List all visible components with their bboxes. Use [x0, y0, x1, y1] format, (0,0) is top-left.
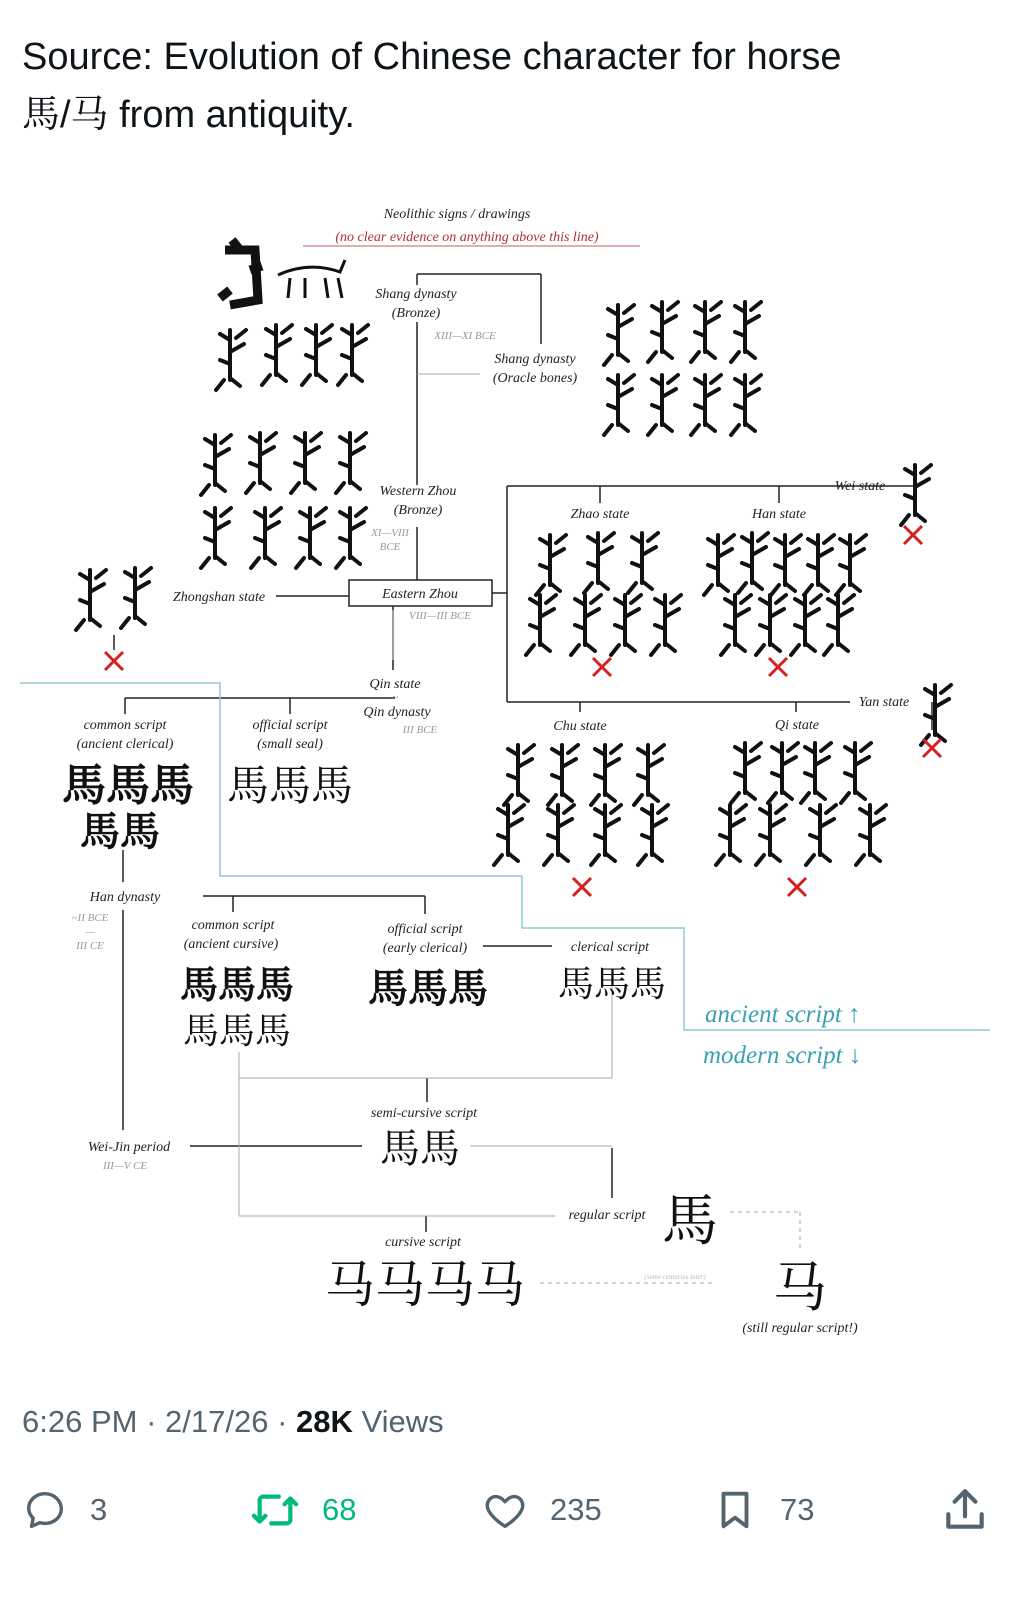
label-western-zhou-1: Western Zhou: [379, 484, 457, 499]
label-qin-1: Qin state: [369, 677, 421, 692]
bookmark-button[interactable]: [712, 1478, 814, 1542]
label-western-zhou-date-2: BCE: [379, 541, 401, 553]
label-neolithic: Neolithic signs / drawings: [383, 207, 531, 222]
glyph-regular: 馬: [662, 1191, 718, 1253]
reply-button[interactable]: [22, 1478, 107, 1542]
bookmark-icon: [712, 1487, 758, 1533]
label-western-zhou-date-1: XI—VIII: [371, 527, 409, 539]
chu-extinct-mark: [573, 878, 591, 896]
label-wei-jin-date: III—V CE: [102, 1160, 148, 1172]
action-bar: [0, 1478, 1033, 1548]
label-semi-cursive: semi-cursive script: [370, 1106, 478, 1121]
share-icon: [940, 1485, 990, 1535]
yan-glyph: [921, 685, 951, 745]
label-qin-2: ~: [391, 690, 399, 704]
glyphs-clerical: 馬馬馬: [557, 964, 667, 1004]
label-zhao: Zhao state: [570, 507, 630, 522]
reply-count: 3: [90, 1492, 108, 1527]
share-button[interactable]: [940, 1478, 1012, 1542]
label-shang-bronze-date: XIII—XI BCE: [434, 330, 496, 342]
post-meta: [22, 1404, 444, 1440]
zhao-extinct-mark: [593, 658, 611, 676]
label-shang-oracle-1: Shang dynasty: [494, 352, 576, 367]
like-count: 235: [550, 1492, 602, 1527]
western-zhou-glyphs: [201, 433, 366, 568]
label-han-date-1: ~II BCE: [71, 912, 109, 924]
meta-separator: ·: [146, 1404, 157, 1439]
label-official-1: official script: [252, 718, 328, 733]
label-clerical: clerical script: [570, 940, 650, 955]
zhongshan-extinct-mark: [105, 652, 123, 670]
label-shang-bronze-1: Shang dynasty: [375, 287, 457, 302]
wei-extinct-mark: [904, 526, 922, 544]
han-state-glyphs: [704, 533, 866, 655]
qi-glyphs: [716, 743, 886, 865]
label-official-clerical-1: official script: [387, 922, 463, 937]
like-button[interactable]: [482, 1478, 602, 1542]
label-common-cursive-2: (ancient cursive): [183, 937, 279, 952]
label-qin-date: III BCE: [402, 724, 438, 736]
label-official-2: (small seal): [257, 737, 323, 752]
han-state-extinct-mark: [769, 658, 787, 676]
glyphs-cursive: 马马马马: [325, 1257, 525, 1313]
glyphs-ancient-cursive-1: 馬馬馬: [179, 965, 295, 1007]
label-common-2: (ancient clerical): [76, 737, 174, 752]
label-still-regular: (still regular script!): [742, 1321, 858, 1336]
repost-icon: [250, 1487, 300, 1533]
glyphs-ancient-clerical-2: 馬馬: [80, 809, 160, 854]
post-text: [22, 28, 1012, 144]
glyph-simplified: 马: [773, 1258, 827, 1318]
glyphs-early-clerical: 馬馬馬: [368, 966, 488, 1011]
label-yan: Yan state: [858, 695, 910, 710]
label-han-state: Han state: [751, 507, 807, 522]
label-common-1: common script: [83, 718, 167, 733]
post-image-diagram[interactable]: [0, 190, 1033, 1360]
label-official-clerical-2: (early clerical): [382, 941, 468, 956]
meta-separator: ·: [277, 1404, 288, 1439]
glyphs-ancient-cursive-2: 馬馬馬: [182, 1011, 292, 1051]
glyphs-ancient-clerical-1: 馬馬馬: [62, 761, 194, 810]
views-label: Views: [361, 1404, 444, 1439]
label-cursive: cursive script: [385, 1235, 461, 1250]
label-qin-3: Qin dynasty: [363, 705, 431, 720]
wei-glyph: [901, 465, 931, 525]
label-modern-script: modern script ↓: [703, 1042, 862, 1069]
zhongshan-glyphs: [76, 568, 151, 630]
zhao-glyphs: [526, 533, 681, 655]
repost-button[interactable]: [250, 1478, 356, 1542]
shang-bronze-glyphs: [216, 240, 368, 390]
label-shang-bronze-2: (Bronze): [391, 306, 441, 321]
bookmark-count: 73: [780, 1492, 815, 1527]
ancient-modern-boundary: [20, 683, 990, 1030]
label-eastern-zhou-date: VIII—III BCE: [408, 610, 472, 622]
oracle-bone-glyphs: [604, 302, 761, 435]
label-qi: Qi state: [775, 718, 819, 733]
yan-extinct-mark: [923, 739, 941, 757]
label-wei-jin: Wei-Jin period: [87, 1140, 171, 1155]
label-shang-oracle-2: (Oracle bones): [492, 371, 578, 386]
repost-count: 68: [322, 1492, 357, 1527]
label-regular: regular script: [568, 1208, 646, 1223]
label-ancient-script: ancient script ↑: [705, 1001, 861, 1028]
reply-icon: [22, 1487, 68, 1533]
glyphs-small-seal: 馬馬馬: [226, 764, 354, 810]
label-eastern-zhou: Eastern Zhou: [382, 587, 458, 602]
views-count: 28K: [296, 1404, 353, 1439]
label-no-evidence: (no clear evidence on anything above this line): [335, 230, 599, 245]
like-icon: [482, 1487, 528, 1533]
glyphs-semi-cursive: 馬馬: [380, 1126, 460, 1171]
label-han-date-2: —: [85, 926, 95, 938]
label-han-dynasty: Han dynasty: [89, 890, 161, 905]
chu-glyphs: [494, 745, 668, 865]
label-common-cursive-1: common script: [191, 918, 275, 933]
post-text-line-1: Source: Evolution of Chinese character for horse: [22, 36, 842, 78]
label-western-zhou-2: (Bronze): [393, 503, 443, 518]
label-chu: Chu state: [553, 719, 607, 734]
qi-extinct-mark: [788, 878, 806, 896]
label-wei: Wei state: [834, 479, 886, 494]
post-time[interactable]: 6:26 PM: [22, 1404, 138, 1439]
label-zhongshan: Zhongshan state: [172, 590, 266, 605]
post-text-line-2: 馬/马 from antiquity.: [22, 94, 355, 136]
label-centuries-later: (some centuries later): [644, 1273, 706, 1281]
post-date[interactable]: 2/17/26: [165, 1404, 269, 1439]
label-han-date-3: III CE: [76, 940, 104, 952]
